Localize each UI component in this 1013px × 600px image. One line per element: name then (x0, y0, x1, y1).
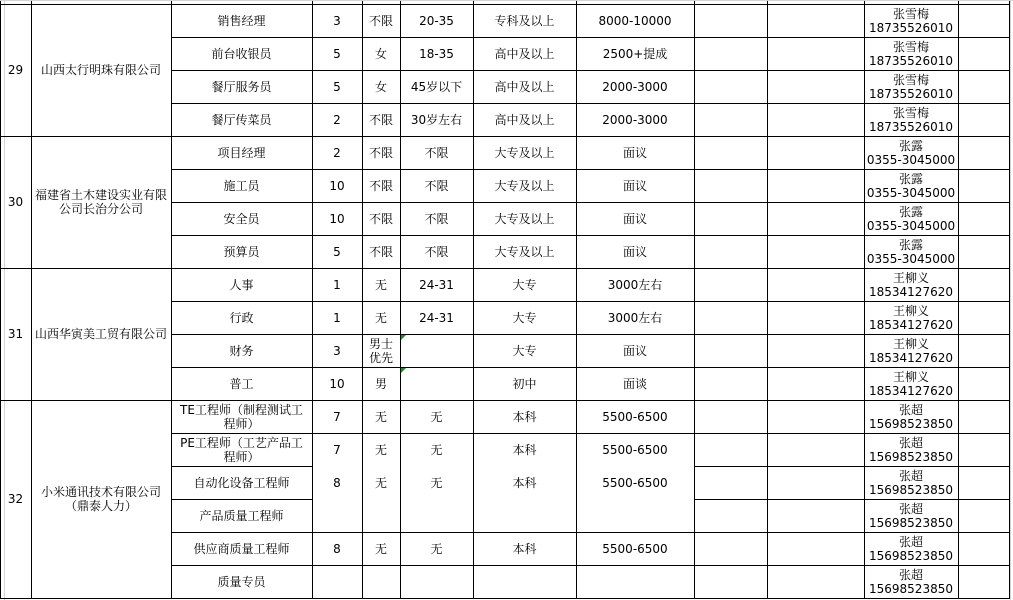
headcount[interactable]: 1 (333, 310, 341, 325)
grid-line (171, 268, 313, 269)
headcount[interactable]: 8 (333, 541, 341, 556)
contact-info[interactable]: 张露 0355-3045000 (866, 171, 956, 200)
contact-info[interactable]: 张雪梅 18735526010 (869, 6, 953, 35)
grid-line (694, 367, 1010, 368)
grid-line (312, 367, 695, 368)
education-requirement[interactable]: 本科 (512, 475, 537, 490)
empty-cell[interactable] (767, 136, 864, 169)
grid-line (312, 598, 695, 599)
position-name[interactable]: 人事 (229, 277, 254, 292)
company-name[interactable]: 福建省土木建设实业有限公司长治分公司 (35, 188, 167, 216)
empty-cell[interactable] (694, 433, 767, 466)
empty-cell[interactable] (958, 301, 1009, 334)
empty-cell[interactable] (694, 499, 767, 532)
grid-line (312, 37, 695, 38)
grid-line (312, 103, 695, 104)
empty-cell[interactable] (958, 334, 1009, 367)
empty-cell[interactable] (767, 367, 864, 400)
contact-info[interactable]: 张超 15698523850 (869, 567, 953, 596)
grid-line (312, 400, 695, 401)
salary[interactable]: 2000-3000 (602, 79, 668, 94)
grid-line (694, 0, 695, 598)
grid-line (0, 0, 1013, 1)
gender-requirement[interactable]: 不限 (368, 178, 393, 193)
empty-cell[interactable] (694, 400, 767, 433)
salary[interactable]: 5500-6500 (602, 409, 668, 424)
position-name[interactable]: 销售经理 (217, 13, 266, 28)
grid-line (171, 37, 313, 38)
grid-line (171, 202, 313, 203)
headcount[interactable]: 3 (333, 343, 341, 358)
position-name[interactable]: TE工程师（制程测试工程师） (180, 402, 303, 431)
contact-info[interactable]: 张露 0355-3045000 (866, 138, 956, 167)
empty-cell[interactable] (958, 268, 1009, 301)
age-requirement[interactable]: 45岁以下 (410, 79, 463, 94)
empty-cell[interactable] (958, 235, 1009, 268)
grid-line (171, 367, 313, 368)
grid-line (694, 400, 1010, 401)
grid-line (694, 301, 1010, 302)
headcount[interactable]: 8 (333, 475, 341, 490)
headcount[interactable]: 7 (333, 409, 341, 424)
education-requirement[interactable]: 大专 (512, 277, 537, 292)
grid-line (312, 169, 695, 170)
grid-line (694, 433, 1010, 434)
age-requirement[interactable]: 无 (430, 541, 443, 556)
gender-requirement[interactable]: 女 (374, 46, 387, 61)
grid-line (694, 70, 1010, 71)
age-requirement[interactable]: 不限 (424, 244, 449, 259)
empty-cell[interactable] (694, 169, 767, 202)
grid-line (694, 499, 1010, 500)
empty-cell[interactable] (767, 334, 864, 367)
education-requirement[interactable]: 初中 (512, 376, 537, 391)
education-requirement[interactable]: 专科及以上 (494, 13, 555, 28)
grid-line (312, 532, 695, 533)
row-number[interactable]: 30 (7, 195, 24, 209)
grid-line (1009, 0, 1010, 598)
grid-line (864, 0, 865, 598)
position-name[interactable]: PE工程师（工艺产品工程师） (180, 435, 303, 464)
grid-line (171, 466, 313, 467)
grid-line (362, 0, 363, 598)
grid-line (171, 334, 313, 335)
empty-cell[interactable] (958, 70, 1009, 103)
position-name[interactable]: 行政 (229, 310, 254, 325)
empty-cell[interactable] (767, 4, 864, 37)
grid-line (312, 0, 313, 598)
grid-line (576, 0, 577, 598)
position-name[interactable]: 施工员 (223, 178, 260, 193)
grid-line (694, 334, 1010, 335)
gender-requirement[interactable]: 无 (374, 409, 387, 424)
grid-line (694, 532, 1010, 533)
empty-cell[interactable] (694, 37, 767, 70)
education-requirement[interactable]: 大专及以上 (494, 145, 555, 160)
position-name[interactable]: 财务 (229, 343, 254, 358)
grid-line (958, 0, 959, 598)
grid-line (171, 499, 313, 500)
empty-cell[interactable] (958, 466, 1009, 499)
grid-line (171, 235, 313, 236)
grid-line (0, 4, 172, 5)
education-requirement[interactable]: 大专及以上 (494, 211, 555, 226)
grid-line (312, 4, 695, 5)
salary[interactable]: 3000左右 (607, 277, 663, 292)
empty-cell[interactable] (767, 70, 864, 103)
salary[interactable]: 面谈 (622, 376, 647, 391)
education-requirement[interactable]: 本科 (512, 541, 537, 556)
salary[interactable]: 2000-3000 (602, 112, 668, 127)
salary[interactable]: 面议 (622, 178, 647, 193)
age-requirement[interactable]: 20-35 (419, 13, 454, 28)
salary[interactable]: 5500-6500 (602, 541, 668, 556)
row-number[interactable]: 32 (7, 492, 24, 506)
salary[interactable]: 5500-6500 (602, 442, 668, 457)
empty-cell[interactable] (767, 400, 864, 433)
education-requirement[interactable]: 本科 (512, 409, 537, 424)
grid-line (694, 37, 1010, 38)
headcount[interactable]: 5 (333, 79, 341, 94)
contact-info[interactable]: 张超 15698523850 (869, 534, 953, 563)
position-name[interactable]: 餐厅服务员 (211, 79, 272, 94)
position-name[interactable]: 普工 (229, 376, 254, 391)
grid-line (171, 136, 313, 137)
age-requirement[interactable]: 不限 (424, 178, 449, 193)
grid-line (694, 598, 1010, 599)
grid-line (171, 0, 172, 598)
contact-info[interactable]: 张超 15698523850 (869, 468, 953, 497)
grid-line (312, 301, 695, 302)
grid-line (694, 169, 1010, 170)
grid-line (694, 268, 1010, 269)
grid-line (312, 136, 695, 137)
gender-requirement[interactable]: 无 (374, 277, 387, 292)
position-name[interactable]: 前台收银员 (211, 46, 272, 61)
grid-line (312, 70, 695, 71)
headcount[interactable]: 10 (329, 178, 345, 193)
grid-line (312, 334, 695, 335)
gender-requirement[interactable]: 不限 (368, 112, 393, 127)
gender-requirement[interactable]: 男 (374, 376, 387, 391)
grid-line (312, 268, 695, 269)
gender-requirement[interactable]: 女 (374, 79, 387, 94)
gender-requirement[interactable]: 不限 (368, 244, 393, 259)
grid-line (0, 136, 172, 137)
row-number[interactable]: 29 (7, 63, 24, 77)
gender-requirement[interactable]: 不限 (368, 13, 393, 28)
education-requirement[interactable]: 大专及以上 (494, 244, 555, 259)
empty-cell[interactable] (767, 433, 864, 466)
empty-cell[interactable] (767, 169, 864, 202)
grid-line (473, 0, 474, 598)
grid-line (694, 103, 1010, 104)
empty-cell[interactable] (767, 37, 864, 70)
empty-cell[interactable] (958, 37, 1009, 70)
position-name[interactable]: 供应商质量工程师 (193, 541, 290, 556)
position-name[interactable]: 产品质量工程师 (199, 508, 284, 523)
age-requirement[interactable]: 无 (430, 409, 443, 424)
position-name[interactable]: 项目经理 (217, 145, 266, 160)
grid-line (312, 565, 695, 566)
empty-cell[interactable] (767, 202, 864, 235)
company-name[interactable]: 山西太行明珠有限公司 (40, 63, 161, 77)
grid-line (31, 0, 32, 598)
education-requirement[interactable]: 本科 (512, 442, 537, 457)
salary[interactable]: 面议 (622, 211, 647, 226)
contact-info[interactable]: 张露 0355-3045000 (866, 237, 956, 266)
grid-line (400, 0, 401, 598)
empty-cell[interactable] (767, 301, 864, 334)
grid-line (694, 4, 1010, 5)
empty-cell[interactable] (694, 202, 767, 235)
grid-line (312, 202, 695, 203)
row-number[interactable]: 31 (7, 327, 24, 341)
contact-info[interactable]: 王柳义 18534127620 (869, 369, 953, 398)
empty-cell[interactable] (694, 301, 767, 334)
contact-info[interactable]: 张雪梅 18735526010 (869, 72, 953, 101)
gender-requirement[interactable]: 男士 优先 (368, 336, 393, 365)
empty-cell[interactable] (958, 499, 1009, 532)
gender-requirement[interactable]: 不限 (368, 145, 393, 160)
empty-cell[interactable] (958, 136, 1009, 169)
grid-line (171, 4, 313, 5)
grid-line (171, 103, 313, 104)
headcount[interactable]: 10 (329, 376, 345, 391)
salary[interactable]: 面议 (622, 244, 647, 259)
grid-line (171, 598, 313, 599)
gender-requirement[interactable]: 无 (374, 442, 387, 457)
headcount[interactable]: 10 (329, 211, 345, 226)
empty-cell[interactable] (694, 367, 767, 400)
position-name[interactable]: 餐厅传菜员 (211, 112, 272, 127)
grid-line (171, 532, 313, 533)
education-requirement[interactable]: 大专 (512, 310, 537, 325)
age-requirement[interactable]: 24-31 (419, 310, 454, 325)
headcount[interactable]: 5 (333, 46, 341, 61)
salary[interactable]: 8000-10000 (598, 13, 672, 28)
empty-cell[interactable] (694, 235, 767, 268)
gender-requirement[interactable]: 不限 (368, 211, 393, 226)
education-requirement[interactable]: 大专及以上 (494, 178, 555, 193)
empty-cell[interactable] (694, 334, 767, 367)
empty-cell[interactable] (694, 532, 767, 565)
empty-cell[interactable] (694, 565, 767, 598)
gender-requirement[interactable]: 无 (374, 541, 387, 556)
salary[interactable]: 5500-6500 (602, 475, 668, 490)
salary[interactable]: 3000左右 (607, 310, 663, 325)
empty-cell[interactable] (694, 4, 767, 37)
education-requirement[interactable]: 高中及以上 (494, 46, 555, 61)
grid-line (171, 169, 313, 170)
grid-line (1010, 0, 1011, 600)
empty-cell[interactable] (694, 268, 767, 301)
position-name[interactable]: 质量专员 (217, 574, 266, 589)
age-requirement[interactable]: 不限 (424, 211, 449, 226)
salary[interactable]: 面议 (622, 145, 647, 160)
empty-cell[interactable] (958, 367, 1009, 400)
empty-cell[interactable] (767, 499, 864, 532)
contact-info[interactable]: 张雪梅 18735526010 (869, 105, 953, 134)
contact-info[interactable]: 张超 15698523850 (869, 402, 953, 431)
empty-cell[interactable] (767, 466, 864, 499)
grid-line (0, 598, 172, 599)
grid-line (767, 0, 768, 598)
grid-line (171, 565, 313, 566)
position-name[interactable]: 预算员 (223, 244, 260, 259)
empty-cell[interactable] (958, 400, 1009, 433)
empty-cell[interactable] (767, 103, 864, 136)
empty-cell[interactable] (958, 169, 1009, 202)
headcount[interactable]: 2 (333, 145, 341, 160)
grid-line (312, 433, 695, 434)
grid-line (0, 0, 1, 598)
comment-marker[interactable] (401, 335, 406, 340)
grid-line (0, 268, 172, 269)
grid-line (0, 400, 172, 401)
empty-cell[interactable] (767, 268, 864, 301)
age-requirement[interactable]: 18-35 (419, 46, 454, 61)
grid-line (694, 235, 1010, 236)
position-name[interactable]: 安全员 (223, 211, 260, 226)
age-requirement[interactable] (400, 367, 473, 400)
empty-cell[interactable] (958, 433, 1009, 466)
company-name[interactable]: 小米通讯技术有限公司（鼎泰人力） (40, 485, 161, 513)
age-requirement[interactable]: 无 (430, 442, 443, 457)
education-requirement[interactable]: 大专 (512, 343, 537, 358)
empty-cell[interactable] (694, 136, 767, 169)
contact-info[interactable]: 王柳义 18534127620 (869, 270, 953, 299)
grid-line (171, 70, 313, 71)
contact-info[interactable]: 王柳义 18534127620 (869, 336, 953, 365)
headcount[interactable]: 3 (333, 13, 341, 28)
comment-marker[interactable] (401, 368, 406, 373)
empty-cell[interactable] (958, 532, 1009, 565)
grid-line (171, 301, 313, 302)
empty-cell[interactable] (767, 235, 864, 268)
age-requirement[interactable]: 24-31 (419, 277, 454, 292)
contact-info[interactable]: 张超 15698523850 (869, 435, 953, 464)
contact-info[interactable]: 张雪梅 18735526010 (869, 39, 953, 68)
grid-line (312, 235, 695, 236)
grid-line (694, 565, 1010, 566)
headcount[interactable]: 1 (333, 277, 341, 292)
grid-line (171, 400, 313, 401)
age-requirement[interactable] (400, 334, 473, 367)
empty-cell[interactable] (694, 70, 767, 103)
grid-line (694, 466, 1010, 467)
empty-cell[interactable] (767, 565, 864, 598)
contact-info[interactable]: 王柳义 18534127620 (869, 303, 953, 332)
empty-cell[interactable] (958, 4, 1009, 37)
age-requirement[interactable]: 无 (430, 475, 443, 490)
headcount[interactable]: 5 (333, 244, 341, 259)
empty-cell[interactable] (958, 202, 1009, 235)
empty-cell[interactable] (694, 103, 767, 136)
salary[interactable]: 面议 (622, 343, 647, 358)
grid-line (694, 202, 1010, 203)
gender-requirement[interactable]: 无 (374, 310, 387, 325)
position-name[interactable]: 自动化设备工程师 (193, 475, 290, 490)
grid-line (171, 433, 313, 434)
empty-cell[interactable] (958, 565, 1009, 598)
company-name[interactable]: 山西华寅美工贸有限公司 (35, 327, 167, 341)
salary[interactable]: 2500+提成 (602, 46, 668, 61)
contact-info[interactable]: 张超 15698523850 (869, 501, 953, 530)
empty-cell[interactable] (958, 103, 1009, 136)
age-requirement[interactable]: 30岁左右 (410, 112, 463, 127)
education-requirement[interactable]: 高中及以上 (494, 79, 555, 94)
headcount[interactable]: 7 (333, 442, 341, 457)
headcount[interactable]: 2 (333, 112, 341, 127)
age-requirement[interactable]: 不限 (424, 145, 449, 160)
empty-cell[interactable] (694, 466, 767, 499)
education-requirement[interactable]: 高中及以上 (494, 112, 555, 127)
gender-requirement[interactable]: 无 (374, 475, 387, 490)
contact-info[interactable]: 张露 0355-3045000 (866, 204, 956, 233)
grid-line (694, 136, 1010, 137)
empty-cell[interactable] (767, 532, 864, 565)
